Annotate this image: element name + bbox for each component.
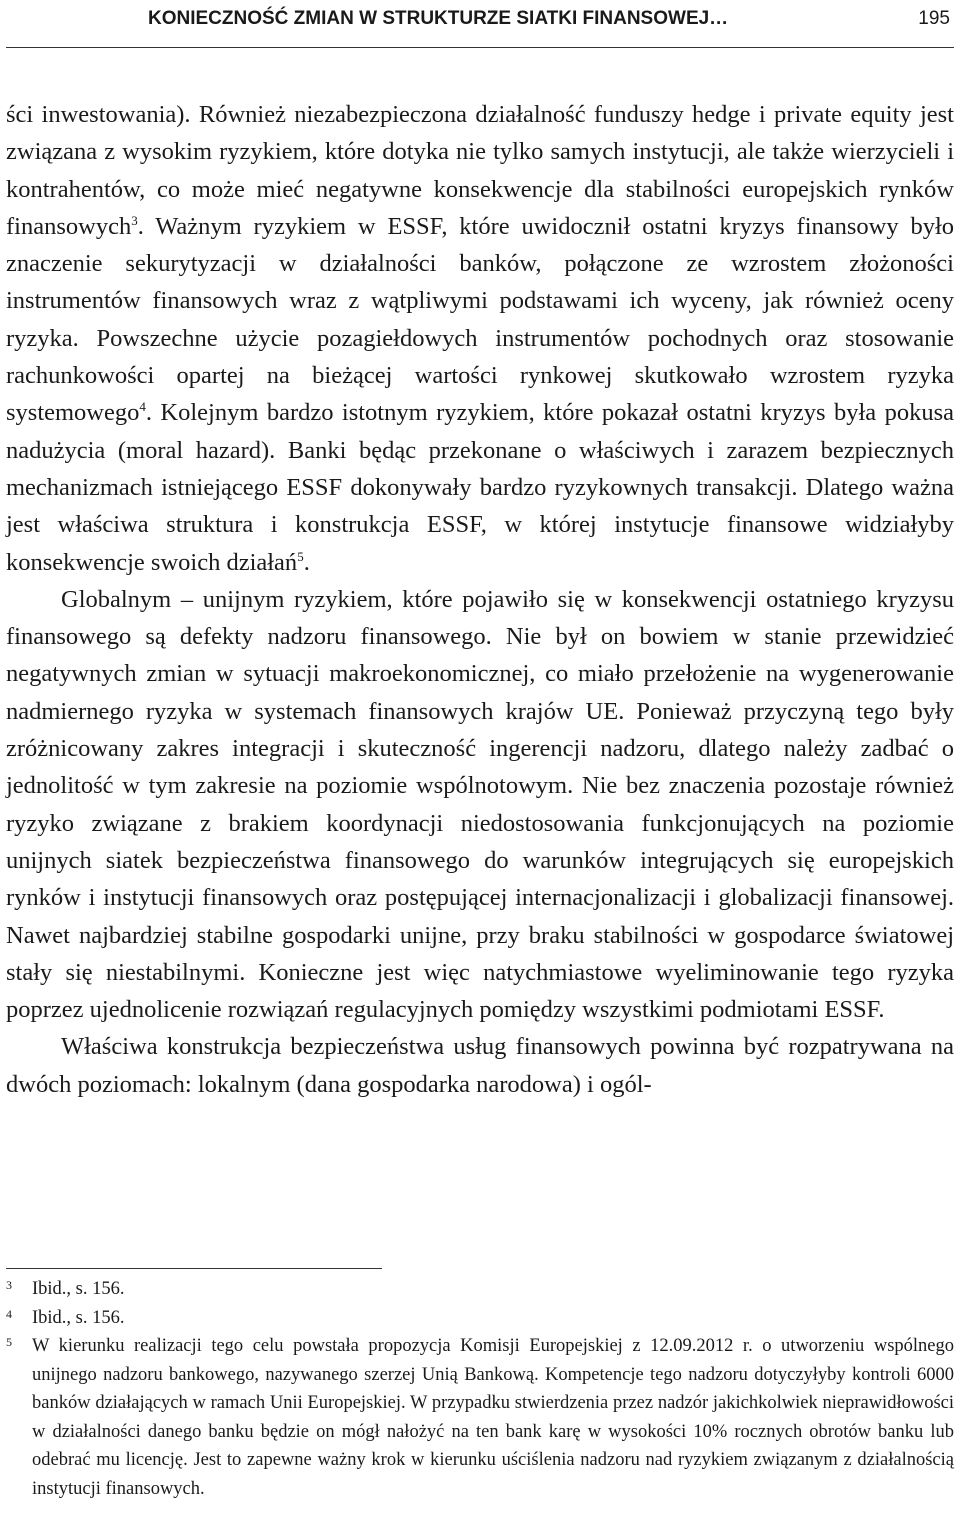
footnote-text: Ibid., s. 156. xyxy=(32,1307,125,1328)
footnotes xyxy=(6,1275,954,1503)
paragraph-1-part-2: . Ważnym ryzykiem w ESSF, które uwidocznił ostatni kryzys finansowy było znaczenie sekurytyzacji w działalności banków, połączone ze wzrostem złożoności instrumentów finansowych wraz z wątpliwymi podstawami ich wyceny, jak również oceny ryzyka. Powszechne użycie pozagiełdowych instrumentów pochodnych oraz stosowanie rachunkowości opartej na bieżącej wartości rynkowej skutkowało wzrostem ryzyka systemowego xyxy=(6,212,954,427)
footnote-ref-4: 4 xyxy=(139,399,146,415)
paragraph-1-part-1: ści inwestowania). Również niezabezpieczona działalność funduszy hedge i private equity jest związana z wysokim ryzykiem, które dotyka nie tylko samych instytucji, ale także wierzycieli i kontrahentów, co może mieć negatywne konsekwencje dla stabilności europejskich rynków finansowych xyxy=(6,101,954,240)
footnote-ref-3: 3 xyxy=(131,212,138,228)
footnote-number: 3 xyxy=(6,1278,12,1292)
running-header xyxy=(6,0,954,48)
footnote-number: 4 xyxy=(6,1306,12,1321)
footnote-3 xyxy=(6,1275,954,1304)
footnote-4 xyxy=(6,1304,954,1333)
main-text xyxy=(6,96,954,1103)
footnote-separator xyxy=(6,1268,382,1269)
footnote-text: W kierunku realizacji tego celu powstała propozycja Komisji Europejskiej z 12.09.2012 r. o utworzeniu wspólnego unijnego nadzoru bankowego, nazywanego szerzej Unią Bankową. Kompetencje tego nadzoru dotyczyłyby kontroli 6000 banków działających w ramach Unii Europejskiej. W przypadku stwierdzenia przez nadzór jakichkolwiek nieprawidłowości w działalności danego banku będzie on mógł nałożyć na ten bank karę w wysokości 10% rocznych obrotów banku lub odebrać mu licencję. Jest to zapewne ważny krok w kierunku uściślenia nadzoru nad ryzykiem związanym z działalnością instytucji finansowych. xyxy=(32,1336,954,1499)
footnote-ref-5: 5 xyxy=(297,548,304,564)
paragraph-1-part-3: . Kolejnym bardzo istotnym ryzykiem, które pokazał ostatni kryzys była pokusa nadużycia (moral hazard). Banki będąc przekonane o właściwych i zarazem bezpiecznych mechanizmach istniejącego ESSF dokonywały bardzo ryzykownych transakcji. Dlatego ważna jest właściwa struktura i konstrukcja ESSF, w której instytucje finansowe widziałyby konsekwencje swoich działań xyxy=(6,399,954,576)
footnote-number: 5 xyxy=(6,1335,12,1349)
paragraph-2: Globalnym – unijnym ryzykiem, które pojawiło się w konsekwencji ostatniego kryzysu finansowego są defekty nadzoru finansowego. Nie był on bowiem w stanie przewidzieć negatywnych zmian w sytuacji makroekonomicznej, co miało przełożenie na wygenerowanie nadmiernego ryzyka w systemach finansowych krajów UE. Ponieważ przyczyną tego były zróżnicowany zakres integracji i skuteczność ingerencji nadzoru, dlatego należy zadbać o jednolitość w tym zakresie na poziomie wspólnotowym. Nie bez znaczenia pozostaje również ryzyko związane z brakiem koordynacji niedostosowania funkcjonujących na poziomie unijnych siatek bezpieczeństwa finansowego do warunków integrujących się europejskich rynków i instytucji finansowych oraz postępującej internacjonalizacji i globalizacji finansowej. Nawet najbardziej stabilne gospodarki unijne, przy braku stabilności w gospodarce światowej stały się niestabilnymi. Konieczne jest więc natychmiastowe wyeliminowanie tego ryzyka poprzez ujednolicenie rozwiązań regulacyjnych pomiędzy wszystkimi podmiotami ESSF. xyxy=(6,585,954,1024)
paragraph-3: Właściwa konstrukcja bezpieczeństwa usług finansowych powinna być rozpatrywana na dwóch poziomach: lokalnym (dana gospodarka narodowa) i ogól- xyxy=(6,1033,954,1098)
footnote-text: Ibid., s. 156. xyxy=(32,1279,125,1299)
footnote-5 xyxy=(6,1332,954,1503)
running-title: KONIECZNOŚĆ ZMIAN W STRUKTURZE SIATKI FINANSOWEJ… xyxy=(148,8,729,29)
paragraph-1-part-4: . xyxy=(303,548,310,576)
paragraph-1 xyxy=(6,96,954,581)
page-number: 195 xyxy=(918,8,950,29)
